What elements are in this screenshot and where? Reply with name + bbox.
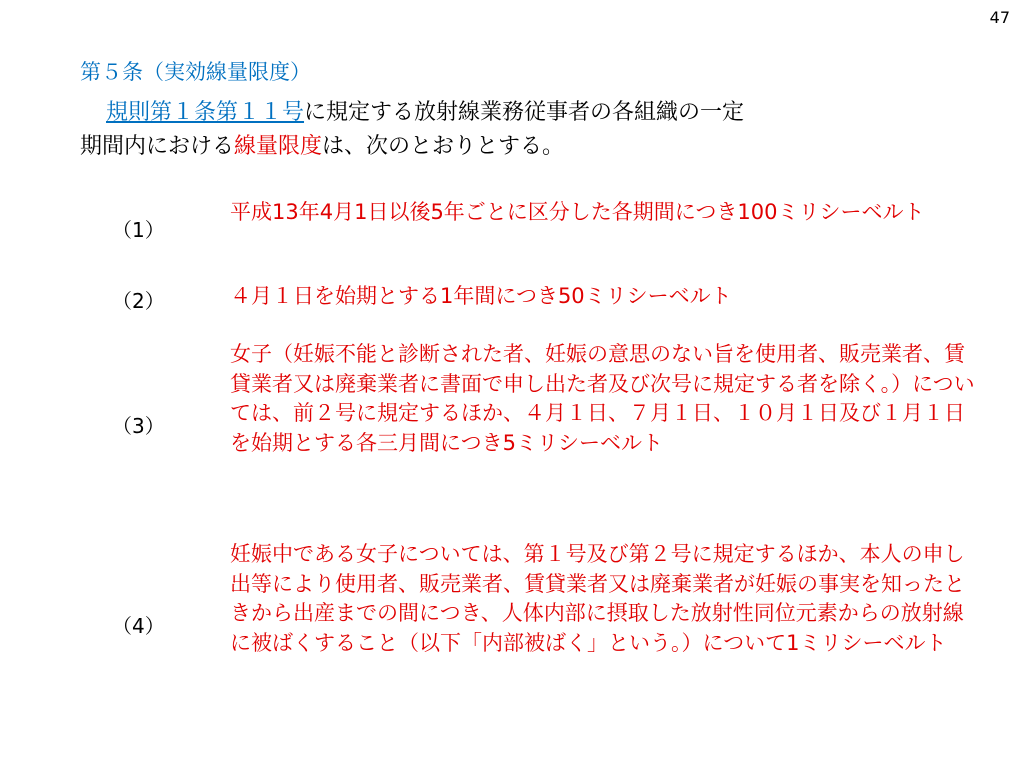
intro-text-b: 期間内における bbox=[80, 134, 235, 159]
item-number-3: （3） bbox=[112, 414, 165, 438]
item-number-1: （1） bbox=[112, 218, 165, 242]
dose-limit-highlight: 線量限度 bbox=[234, 134, 323, 159]
item-text-4: 妊娠中である女子については、第１号及び第２号に規定するほか、本人の申し出等により使用者、販売業者、賃貸業者又は廃棄業者が妊娠の事実を知ったときから出産までの間につき、人体内部に摂取した放射性同位元素からの放射線に被ばくすること（以下「内部被ばく」という。）について1ミリシーベルト bbox=[230, 542, 965, 655]
intro-text-c: は、次のとおりとする。 bbox=[322, 134, 565, 159]
intro-paragraph bbox=[80, 96, 940, 164]
item-text-2: ４月１日を始期とする1年間につき50ミリシーベルト bbox=[230, 284, 732, 308]
item-text-3: 女子（妊娠不能と診断された者、妊娠の意思のない旨を使用者、販売業者、賃貸業者又は廃棄業者に書面で申し出た者及び次号に規定する者を除く。）については、前２号に規定するほか、４月１日、７月１日、１０月１日及び１月１日を始期とする各三月間につき5ミリシーベルト bbox=[230, 342, 975, 455]
item-text-1: 平成13年4月1日以後5年ごとに区分した各期間につき100ミリシーベルト bbox=[230, 200, 925, 224]
intro-text-a: に規定する放射線業務従事者の各組織の一定 bbox=[304, 100, 745, 125]
intro-line-2 bbox=[80, 130, 940, 164]
intro-line-1 bbox=[80, 96, 940, 130]
regulation-reference-link[interactable]: 規則第１条第１１号 bbox=[106, 100, 305, 125]
article-title: 第５条（実効線量限度） bbox=[80, 60, 311, 84]
page-number: 47 bbox=[989, 8, 1010, 27]
item-number-2: （2） bbox=[112, 289, 165, 313]
item-number-4: （4） bbox=[112, 614, 165, 638]
